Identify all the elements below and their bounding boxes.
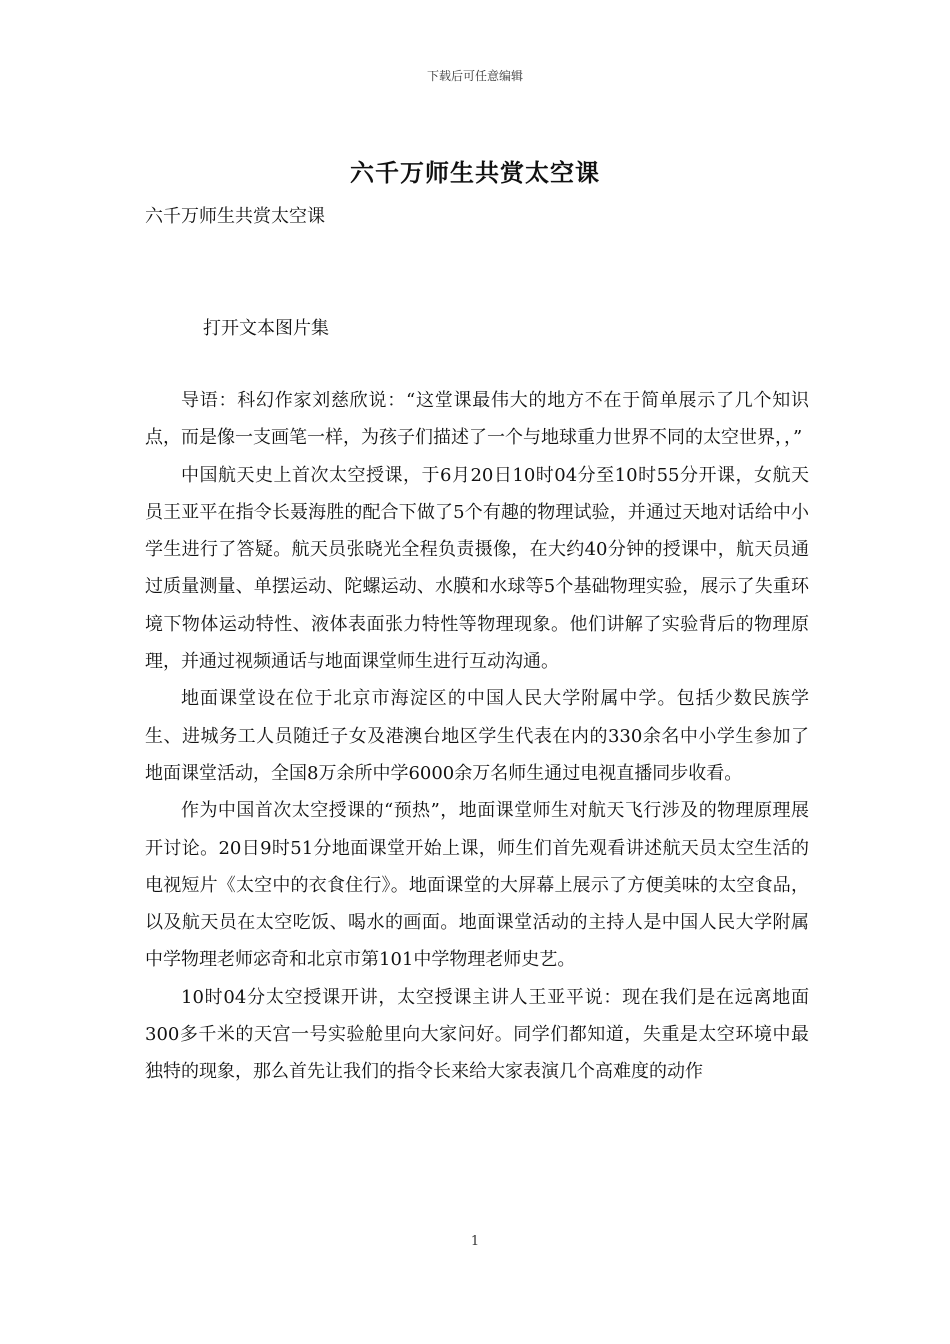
paragraph-ground-classroom: 地面课堂设在位于北京市海淀区的中国人民大学附属中学。包括少数民族学生、进城务工人员随迁子女及港澳台地区学生代表在内的330余名中小学生参加了地面课堂活动，全国8万余所中学6000余万名师生通过电视直播同步收看。 (145, 688, 809, 784)
paragraph-intro: 导语：科幻作家刘慈欣说：“这堂课最伟大的地方不在于简单展示了几个知识点，而是像一支画笔一样，为孩子们描述了一个与地球重力世界不同的太空世界，，” (145, 390, 809, 449)
paragraph-class-overview: 中国航天史上首次太空授课，于6月20日10时04分至10时55分开课，女航天员王亚平在指令长聂海胜的配合下做了5个有趣的物理试验，并通过天地对话给中小学生进行了答疑。航天员张晓光全程负责摄像，在大约40分钟的授课中，航天员通过质量测量、单摆运动、陀螺运动、水膜和水球等5个基础物理实验，展示了失重环境下物体运动特性、液体表面张力特性等物理现象。他们讲解了实验背后的物理原理，并通过视频通话与地面课堂师生进行互动沟通。 (145, 464, 809, 673)
paragraph-warmup: 作为中国首次太空授课的“预热”，地面课堂师生对航天飞行涉及的物理原理展开讨论。20日9时51分地面课堂开始上课，师生们首先观看讲述航天员太空生活的电视短片《太空中的衣食住行》。地面课堂的大屏幕上展示了方便美味的太空食品，以及航天员在太空吃饭、喝水的画面。地面课堂活动的主持人是中国人民大学附属中学物理老师宓奇和北京市第101中学物理老师史艺。 (145, 800, 809, 971)
article-body (145, 382, 809, 1091)
document-title: 六千万师生共赏太空课 (350, 158, 600, 187)
document-subtitle: 六千万师生共赏太空课 (145, 206, 325, 227)
header-note: 下载后可任意编辑 (426, 69, 523, 83)
open-image-gallery-link[interactable]: 打开文本图片集 (203, 318, 329, 339)
paragraph-lecture-start: 10时04分太空授课开讲，太空授课主讲人王亚平说：现在我们是在远离地面300多千米的天宫一号实验舱里向大家问好。同学们都知道，失重是太空环境中最独特的现象，那么首先让我们的指令长来给大家表演几个高难度的动作 (145, 986, 809, 1083)
page-number: 1 (470, 1234, 480, 1249)
